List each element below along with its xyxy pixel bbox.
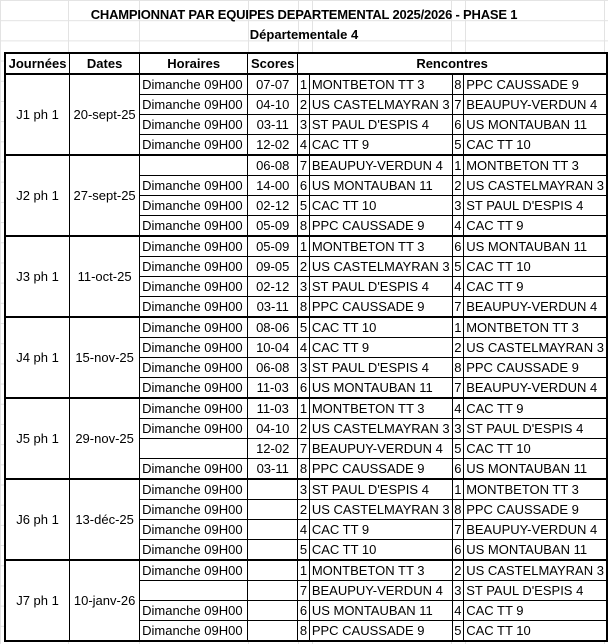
journee-cell[interactable]: J7 ph 1 xyxy=(5,560,70,641)
home-team-number[interactable]: 3 xyxy=(298,115,310,135)
away-team-name[interactable]: CAC TT 10 xyxy=(464,621,607,642)
away-team-name[interactable]: CAC TT 9 xyxy=(464,398,607,419)
horaire-cell[interactable]: Dimanche 09H00 xyxy=(140,479,248,500)
journee-cell[interactable]: J1 ph 1 xyxy=(5,74,70,155)
home-team-number[interactable]: 6 xyxy=(298,601,310,621)
home-team-number[interactable]: 1 xyxy=(298,236,310,257)
home-team-name[interactable]: US CASTELMAYRAN 3 xyxy=(309,257,452,277)
away-team-number[interactable]: 3 xyxy=(452,419,464,439)
away-team-name[interactable]: ST PAUL D'ESPIS 4 xyxy=(464,581,607,601)
table-row xyxy=(5,155,607,176)
header-horaires[interactable]: Horaires xyxy=(140,53,248,74)
horaire-cell[interactable]: Dimanche 09H00 xyxy=(140,358,248,378)
home-team-name[interactable]: MONTBETON TT 3 xyxy=(309,398,452,419)
horaire-cell[interactable]: Dimanche 09H00 xyxy=(140,560,248,581)
score-cell[interactable]: 12-02 xyxy=(248,135,298,156)
date-cell[interactable]: 20-sept-25 xyxy=(70,74,140,155)
horaire-cell[interactable]: Dimanche 09H00 xyxy=(140,540,248,561)
away-team-number[interactable]: 7 xyxy=(452,297,464,318)
home-team-name[interactable]: US CASTELMAYRAN 3 xyxy=(309,500,452,520)
home-team-name[interactable]: CAC TT 9 xyxy=(309,338,452,358)
score-cell[interactable]: 07-07 xyxy=(248,74,298,95)
home-team-name[interactable]: ST PAUL D'ESPIS 4 xyxy=(309,358,452,378)
away-team-number[interactable]: 4 xyxy=(452,398,464,419)
score-cell[interactable]: 12-02 xyxy=(248,439,298,459)
home-team-name[interactable]: BEAUPUY-VERDUN 4 xyxy=(309,439,452,459)
table-row xyxy=(5,398,607,419)
home-team-name[interactable]: CAC TT 10 xyxy=(309,317,452,338)
score-cell[interactable]: 09-05 xyxy=(248,257,298,277)
date-cell[interactable]: 29-nov-25 xyxy=(70,398,140,479)
away-team-number[interactable]: 2 xyxy=(452,338,464,358)
home-team-name[interactable]: ST PAUL D'ESPIS 4 xyxy=(309,115,452,135)
score-cell[interactable]: 08-06 xyxy=(248,317,298,338)
home-team-number[interactable]: 8 xyxy=(298,297,310,318)
score-cell[interactable] xyxy=(248,500,298,520)
score-cell[interactable]: 06-08 xyxy=(248,155,298,176)
horaire-cell[interactable]: Dimanche 09H00 xyxy=(140,621,248,642)
home-team-number[interactable]: 5 xyxy=(298,317,310,338)
away-team-number[interactable]: 3 xyxy=(452,196,464,216)
horaire-cell[interactable] xyxy=(140,155,248,176)
horaire-cell[interactable]: Dimanche 09H00 xyxy=(140,95,248,115)
horaire-cell[interactable]: Dimanche 09H00 xyxy=(140,297,248,318)
journee-cell[interactable]: J6 ph 1 xyxy=(5,479,70,560)
horaire-cell[interactable]: Dimanche 09H00 xyxy=(140,520,248,540)
away-team-number[interactable]: 8 xyxy=(452,358,464,378)
away-team-name[interactable]: PPC CAUSSADE 9 xyxy=(464,500,607,520)
away-team-number[interactable]: 8 xyxy=(452,74,464,95)
table-row xyxy=(5,74,607,95)
away-team-name[interactable]: MONTBETON TT 3 xyxy=(464,155,607,176)
schedule-table xyxy=(4,52,608,642)
header-rencontres[interactable]: Rencontres xyxy=(298,53,607,74)
horaire-cell[interactable]: Dimanche 09H00 xyxy=(140,74,248,95)
score-cell[interactable]: 03-11 xyxy=(248,297,298,318)
home-team-name[interactable]: PPC CAUSSADE 9 xyxy=(309,459,452,480)
home-team-number[interactable]: 8 xyxy=(298,621,310,642)
date-cell[interactable]: 27-sept-25 xyxy=(70,155,140,236)
document-title: CHAMPIONNAT PAR EQUIPES DEPARTEMENTAL 2025/2026 - PHASE 1 xyxy=(90,7,518,22)
away-team-number[interactable]: 5 xyxy=(452,621,464,642)
score-cell[interactable]: 02-12 xyxy=(248,277,298,297)
horaire-cell[interactable]: Dimanche 09H00 xyxy=(140,459,248,480)
home-team-number[interactable]: 2 xyxy=(298,257,310,277)
home-team-name[interactable]: ST PAUL D'ESPIS 4 xyxy=(309,479,452,500)
away-team-number[interactable]: 6 xyxy=(452,459,464,480)
score-cell[interactable] xyxy=(248,520,298,540)
away-team-name[interactable]: PPC CAUSSADE 9 xyxy=(464,74,607,95)
away-team-name[interactable]: BEAUPUY-VERDUN 4 xyxy=(464,378,607,399)
score-cell[interactable] xyxy=(248,560,298,581)
date-cell[interactable]: 13-déc-25 xyxy=(70,479,140,560)
score-cell[interactable]: 06-08 xyxy=(248,358,298,378)
home-team-number[interactable]: 2 xyxy=(298,419,310,439)
score-cell[interactable]: 03-11 xyxy=(248,115,298,135)
away-team-name[interactable]: US MONTAUBAN 11 xyxy=(464,115,607,135)
away-team-name[interactable]: CAC TT 10 xyxy=(464,135,607,156)
score-cell[interactable]: 11-03 xyxy=(248,378,298,399)
score-cell[interactable] xyxy=(248,479,298,500)
horaire-cell[interactable]: Dimanche 09H00 xyxy=(140,277,248,297)
journee-cell[interactable]: J4 ph 1 xyxy=(5,317,70,398)
away-team-number[interactable]: 4 xyxy=(452,277,464,297)
away-team-number[interactable]: 1 xyxy=(452,155,464,176)
score-cell[interactable]: 04-10 xyxy=(248,95,298,115)
home-team-name[interactable]: MONTBETON TT 3 xyxy=(309,236,452,257)
horaire-cell[interactable]: Dimanche 09H00 xyxy=(140,196,248,216)
away-team-number[interactable]: 5 xyxy=(452,257,464,277)
away-team-name[interactable]: CAC TT 10 xyxy=(464,257,607,277)
away-team-name[interactable]: US MONTAUBAN 11 xyxy=(464,540,607,561)
home-team-name[interactable]: CAC TT 10 xyxy=(309,540,452,561)
away-team-number[interactable]: 4 xyxy=(452,216,464,237)
horaire-cell[interactable]: Dimanche 09H00 xyxy=(140,338,248,358)
away-team-name[interactable]: MONTBETON TT 3 xyxy=(464,317,607,338)
away-team-name[interactable]: ST PAUL D'ESPIS 4 xyxy=(464,196,607,216)
table-row xyxy=(5,479,607,500)
away-team-name[interactable]: US CASTELMAYRAN 3 xyxy=(464,176,607,196)
away-team-number[interactable]: 2 xyxy=(452,176,464,196)
away-team-name[interactable]: ST PAUL D'ESPIS 4 xyxy=(464,419,607,439)
away-team-number[interactable]: 6 xyxy=(452,540,464,561)
away-team-number[interactable]: 1 xyxy=(452,317,464,338)
score-cell[interactable] xyxy=(248,540,298,561)
horaire-cell[interactable]: Dimanche 09H00 xyxy=(140,176,248,196)
home-team-name[interactable]: PPC CAUSSADE 9 xyxy=(309,621,452,642)
home-team-number[interactable]: 1 xyxy=(298,398,310,419)
horaire-cell[interactable]: Dimanche 09H00 xyxy=(140,500,248,520)
home-team-number[interactable]: 2 xyxy=(298,500,310,520)
home-team-name[interactable]: US MONTAUBAN 11 xyxy=(309,176,452,196)
header-dates[interactable]: Dates xyxy=(70,53,140,74)
schedule-body xyxy=(5,74,607,641)
home-team-number[interactable]: 6 xyxy=(298,176,310,196)
horaire-cell[interactable]: Dimanche 09H00 xyxy=(140,236,248,257)
home-team-number[interactable]: 7 xyxy=(298,581,310,601)
home-team-number[interactable]: 1 xyxy=(298,560,310,581)
home-team-name[interactable]: US MONTAUBAN 11 xyxy=(309,378,452,399)
division-subtitle: Départementale 4 xyxy=(249,27,359,42)
horaire-cell[interactable]: Dimanche 09H00 xyxy=(140,419,248,439)
away-team-name[interactable]: BEAUPUY-VERDUN 4 xyxy=(464,95,607,115)
away-team-number[interactable]: 3 xyxy=(452,581,464,601)
home-team-number[interactable]: 5 xyxy=(298,540,310,561)
horaire-cell[interactable]: Dimanche 09H00 xyxy=(140,257,248,277)
away-team-name[interactable]: US CASTELMAYRAN 3 xyxy=(464,560,607,581)
home-team-name[interactable]: MONTBETON TT 3 xyxy=(309,74,452,95)
away-team-name[interactable]: CAC TT 9 xyxy=(464,601,607,621)
score-cell[interactable] xyxy=(248,581,298,601)
home-team-name[interactable]: PPC CAUSSADE 9 xyxy=(309,297,452,318)
home-team-number[interactable]: 3 xyxy=(298,358,310,378)
score-cell[interactable] xyxy=(248,601,298,621)
score-cell[interactable]: 03-11 xyxy=(248,459,298,480)
away-team-number[interactable]: 6 xyxy=(452,236,464,257)
score-cell[interactable]: 10-04 xyxy=(248,338,298,358)
score-cell[interactable]: 02-12 xyxy=(248,196,298,216)
away-team-name[interactable]: CAC TT 9 xyxy=(464,216,607,237)
away-team-name[interactable]: CAC TT 10 xyxy=(464,439,607,459)
home-team-number[interactable]: 3 xyxy=(298,277,310,297)
home-team-name[interactable]: CAC TT 9 xyxy=(309,520,452,540)
away-team-name[interactable]: BEAUPUY-VERDUN 4 xyxy=(464,297,607,318)
home-team-number[interactable]: 6 xyxy=(298,378,310,399)
home-team-number[interactable]: 7 xyxy=(298,439,310,459)
journee-cell[interactable]: J3 ph 1 xyxy=(5,236,70,317)
date-cell[interactable]: 11-oct-25 xyxy=(70,236,140,317)
horaire-cell[interactable]: Dimanche 09H00 xyxy=(140,398,248,419)
horaire-cell[interactable] xyxy=(140,439,248,459)
home-team-name[interactable]: CAC TT 10 xyxy=(309,196,452,216)
table-row xyxy=(5,236,607,257)
home-team-name[interactable]: MONTBETON TT 3 xyxy=(309,560,452,581)
score-cell[interactable]: 11-03 xyxy=(248,398,298,419)
away-team-number[interactable]: 8 xyxy=(452,500,464,520)
header-scores[interactable]: Scores xyxy=(248,53,298,74)
horaire-cell[interactable]: Dimanche 09H00 xyxy=(140,216,248,237)
away-team-number[interactable]: 7 xyxy=(452,378,464,399)
date-cell[interactable]: 15-nov-25 xyxy=(70,317,140,398)
horaire-cell[interactable]: Dimanche 09H00 xyxy=(140,378,248,399)
home-team-number[interactable]: 8 xyxy=(298,459,310,480)
horaire-cell[interactable]: Dimanche 09H00 xyxy=(140,115,248,135)
horaire-cell[interactable]: Dimanche 09H00 xyxy=(140,601,248,621)
away-team-number[interactable]: 1 xyxy=(452,479,464,500)
home-team-name[interactable]: US CASTELMAYRAN 3 xyxy=(309,419,452,439)
away-team-number[interactable]: 7 xyxy=(452,95,464,115)
home-team-name[interactable]: PPC CAUSSADE 9 xyxy=(309,216,452,237)
table-row xyxy=(5,317,607,338)
home-team-number[interactable]: 7 xyxy=(298,155,310,176)
score-cell[interactable]: 05-09 xyxy=(248,216,298,237)
header-journees[interactable]: Journées xyxy=(5,53,70,74)
journee-cell[interactable]: J5 ph 1 xyxy=(5,398,70,479)
home-team-name[interactable]: CAC TT 9 xyxy=(309,135,452,156)
away-team-name[interactable]: US CASTELMAYRAN 3 xyxy=(464,338,607,358)
score-cell[interactable]: 14-00 xyxy=(248,176,298,196)
home-team-number[interactable]: 4 xyxy=(298,338,310,358)
horaire-cell[interactable]: Dimanche 09H00 xyxy=(140,317,248,338)
home-team-number[interactable]: 8 xyxy=(298,216,310,237)
score-cell[interactable]: 05-09 xyxy=(248,236,298,257)
home-team-name[interactable]: US MONTAUBAN 11 xyxy=(309,601,452,621)
home-team-name[interactable]: ST PAUL D'ESPIS 4 xyxy=(309,277,452,297)
away-team-number[interactable]: 6 xyxy=(452,115,464,135)
header-row xyxy=(5,53,607,74)
score-cell[interactable] xyxy=(248,621,298,642)
away-team-number[interactable]: 5 xyxy=(452,135,464,156)
journee-cell[interactable]: J2 ph 1 xyxy=(5,155,70,236)
home-team-number[interactable]: 4 xyxy=(298,135,310,156)
home-team-name[interactable]: US CASTELMAYRAN 3 xyxy=(309,95,452,115)
away-team-number[interactable]: 4 xyxy=(452,601,464,621)
horaire-cell[interactable] xyxy=(140,581,248,601)
home-team-number[interactable]: 2 xyxy=(298,95,310,115)
table-row xyxy=(5,560,607,581)
away-team-number[interactable]: 5 xyxy=(452,439,464,459)
away-team-name[interactable]: BEAUPUY-VERDUN 4 xyxy=(464,520,607,540)
away-team-name[interactable]: PPC CAUSSADE 9 xyxy=(464,358,607,378)
away-team-number[interactable]: 2 xyxy=(452,560,464,581)
horaire-cell[interactable]: Dimanche 09H00 xyxy=(140,135,248,156)
home-team-number[interactable]: 1 xyxy=(298,74,310,95)
score-cell[interactable]: 04-10 xyxy=(248,419,298,439)
away-team-name[interactable]: US MONTAUBAN 11 xyxy=(464,236,607,257)
home-team-number[interactable]: 5 xyxy=(298,196,310,216)
home-team-number[interactable]: 3 xyxy=(298,479,310,500)
away-team-name[interactable]: US MONTAUBAN 11 xyxy=(464,459,607,480)
away-team-name[interactable]: CAC TT 9 xyxy=(464,277,607,297)
home-team-name[interactable]: BEAUPUY-VERDUN 4 xyxy=(309,581,452,601)
away-team-name[interactable]: MONTBETON TT 3 xyxy=(464,479,607,500)
home-team-name[interactable]: BEAUPUY-VERDUN 4 xyxy=(309,155,452,176)
home-team-number[interactable]: 4 xyxy=(298,520,310,540)
date-cell[interactable]: 10-janv-26 xyxy=(70,560,140,641)
away-team-number[interactable]: 7 xyxy=(452,520,464,540)
